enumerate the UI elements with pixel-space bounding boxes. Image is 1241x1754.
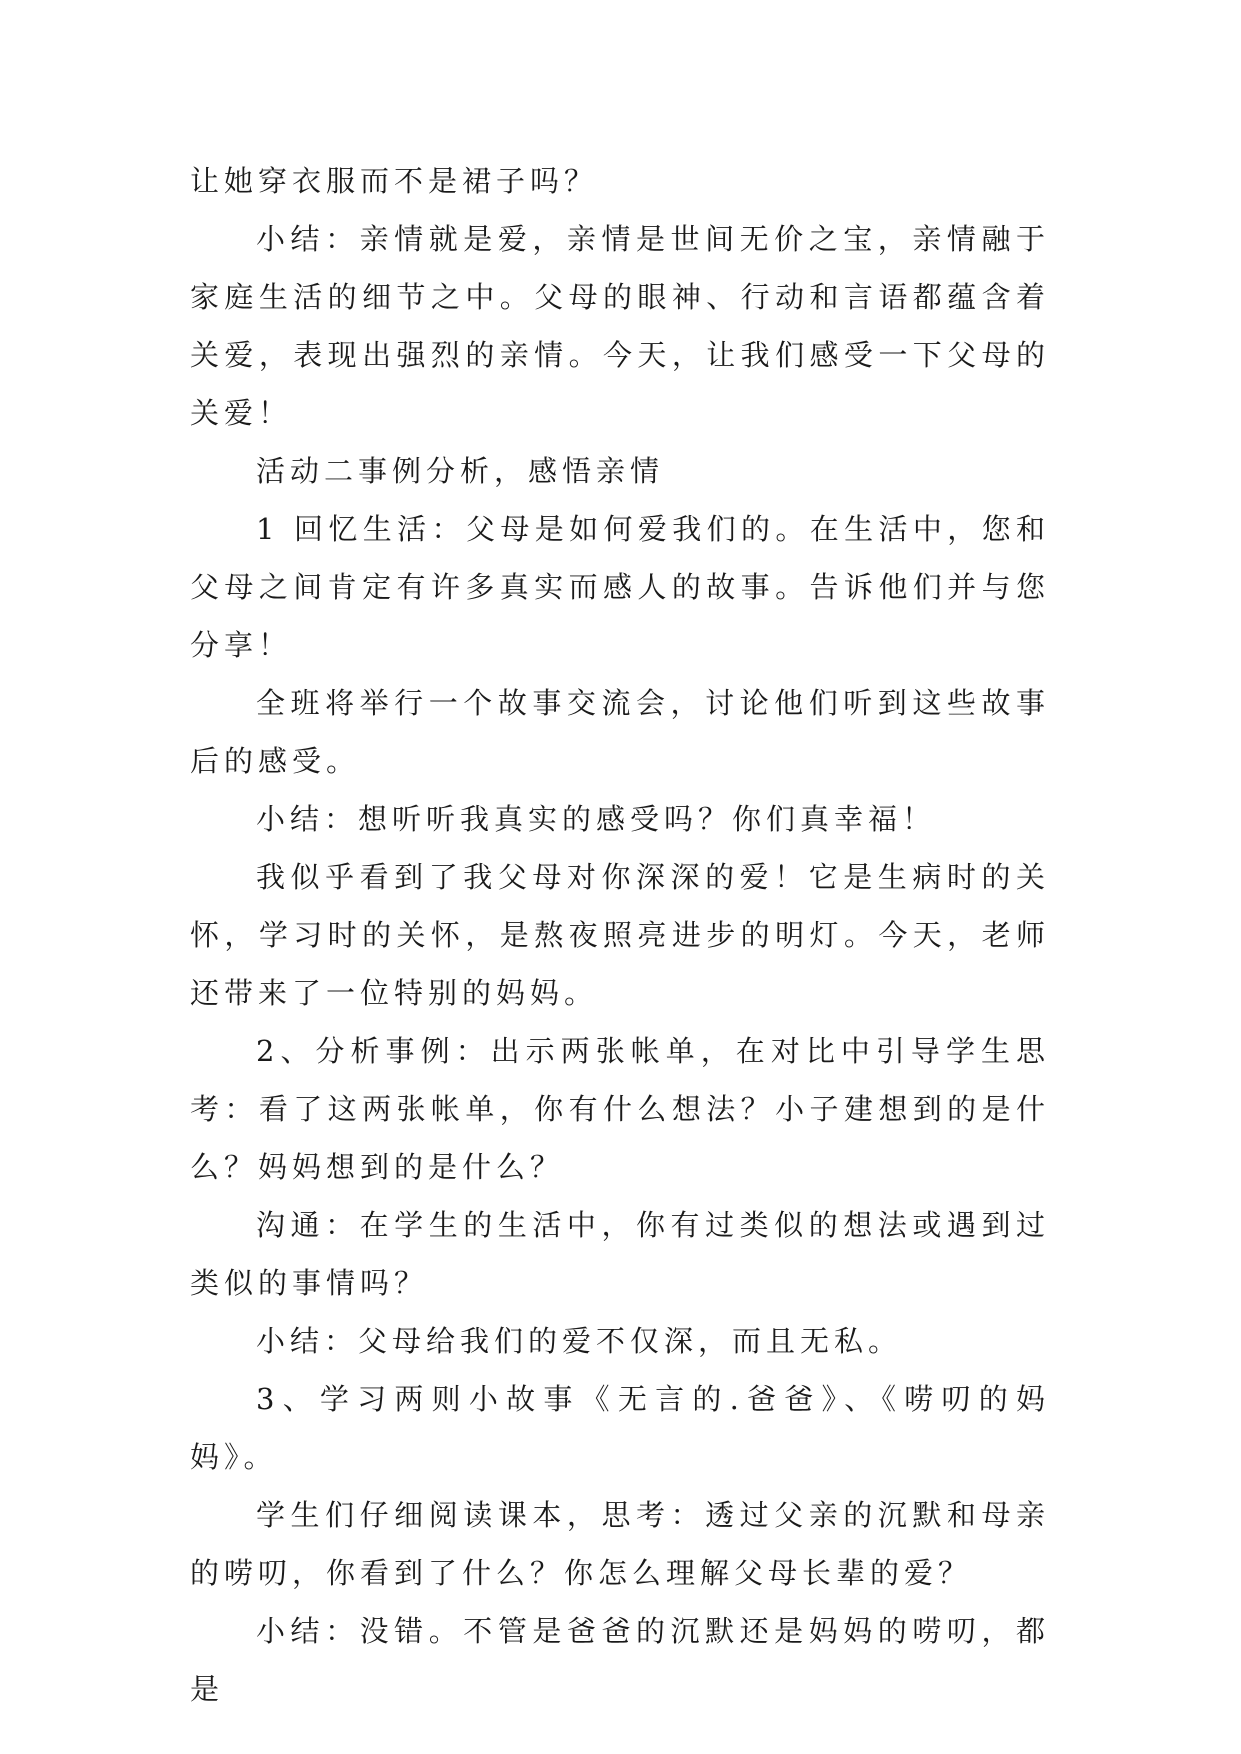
paragraph: 小结：亲情就是爱，亲情是世间无价之宝，亲情融于家庭生活的细节之中。父母的眼神、行动和言语都蕴含着关爱，表现出强烈的亲情。今天，让我们感受一下父母的关爱！ — [190, 222, 1050, 430]
paragraph: 我似乎看到了我父母对你深深的爱！它是生病时的关怀，学习时的关怀，是熬夜照亮进步的明灯。今天，老师还带来了一位特别的妈妈。 — [190, 860, 1050, 1010]
paragraph: 小结：想听听我真实的感受吗？你们真幸福！ — [256, 802, 937, 836]
paragraph: 小结：没错。不管是爸爸的沉默还是妈妈的唠叨，都是 — [190, 1614, 1050, 1706]
section-heading: 活动二事例分析，感悟亲情 — [256, 454, 665, 488]
paragraph: 让她穿衣服而不是裙子吗？ — [190, 164, 599, 198]
paragraph: 学生们仔细阅读课本，思考：透过父亲的沉默和母亲的唠叨，你看到了什么？你怎么理解父母长辈的爱？ — [190, 1498, 1050, 1590]
paragraph: 1 回忆生活：父母是如何爱我们的。在生活中，您和父母之间肯定有许多真实而感人的故事。告诉他们并与您分享！ — [190, 512, 1050, 662]
document-body — [190, 152, 1050, 1718]
paragraph: 沟通：在学生的生活中，你有过类似的想法或遇到过类似的事情吗？ — [190, 1208, 1050, 1300]
paragraph: 3、学习两则小故事《无言的.爸爸》、《唠叨的妈妈》。 — [190, 1382, 1050, 1474]
paragraph: 全班将举行一个故事交流会，讨论他们听到这些故事后的感受。 — [190, 686, 1050, 778]
paragraph: 小结：父母给我们的爱不仅深，而且无私。 — [256, 1324, 903, 1358]
paragraph: 2、分析事例：出示两张帐单，在对比中引导学生思考：看了这两张帐单，你有什么想法？小子建想到的是什么？妈妈想到的是什么？ — [190, 1034, 1050, 1184]
